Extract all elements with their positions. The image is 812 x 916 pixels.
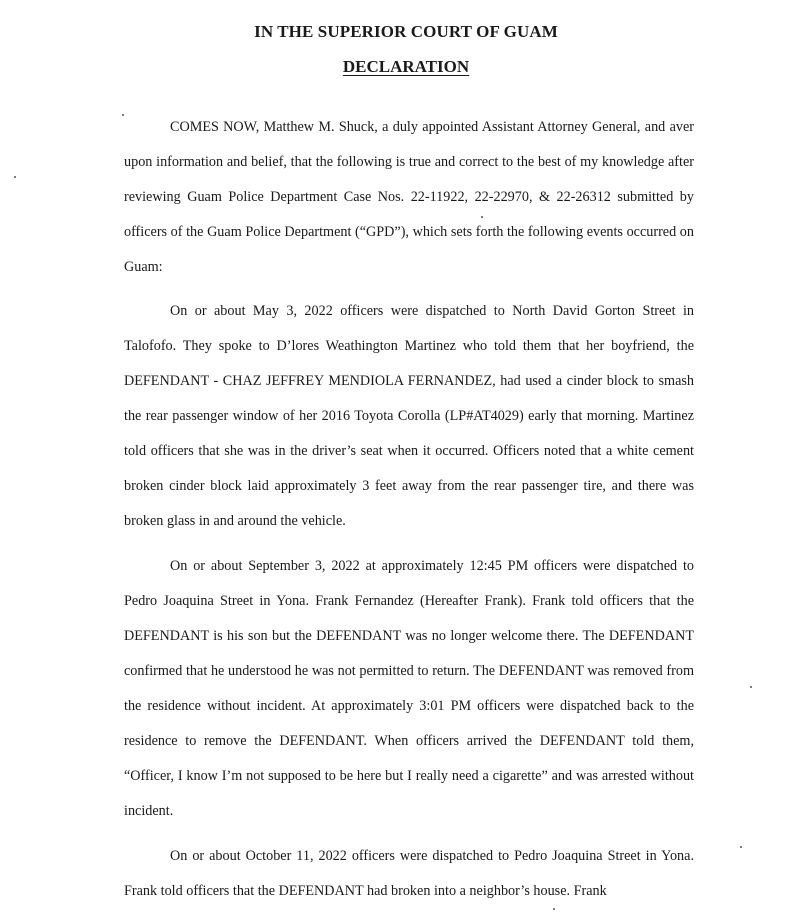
paragraph-text: COMES NOW, Matthew M. Shuck, a duly appointed Assistant Attorney General, and aver upon information and belief, that the following is true and correct to the best of my knowledge after reviewing Guam Police Department Case Nos. 22-11922, 22-22970, & 22-26312 submitted by officers of the Guam Police Department (“GPD”), which sets forth the following events occurred on Guam: — [124, 119, 694, 275]
paragraph-text: On or about October 11, 2022 officers were dispatched to Pedro Joaquina Street in Yona. Frank told officers that the DEFENDANT had broken into a neighbor’s house. Frank — [124, 848, 694, 899]
paragraph-may-incident — [124, 294, 694, 539]
paragraph-september-incident — [124, 549, 694, 829]
scan-speck — [750, 686, 752, 688]
declaration-title: DECLARATION — [342, 57, 470, 76]
paragraph-text: On or about May 3, 2022 officers were dispatched to North David Gorton Street in Talofofo. They spoke to D’lores Weathington Martinez who told them that her boyfriend, the DEFENDANT - CHAZ JEFFREY MENDIOLA FERNANDEZ, had used a cinder block to smash the rear passenger window of her 2016 Toyota Corolla (LP#AT4029) early that morning. Martinez told officers that she was in the driver’s seat when it occurred. Officers noted that a white cement broken cinder block laid approximately 3 feet away from the rear passenger tire, and there was broken glass in and around the vehicle. — [124, 303, 694, 529]
paragraph-october-incident — [124, 839, 694, 909]
paragraph-text: On or about September 3, 2022 at approximately 12:45 PM officers were dispatched to Pedro Joaquina Street in Yona. Frank Fernandez (Hereafter Frank). Frank told officers that the DEFENDANT is his son but the DEFENDANT was no longer welcome there. The DEFENDANT confirmed that he understood he was not permitted to return. The DEFENDANT was removed from the residence without incident. At approximately 3:01 PM officers were dispatched back to the residence to remove the DEFENDANT. When officers arrived the DEFENDANT told them, “Officer, I know I’m not supposed to be here but I really need a cigarette” and was arrested without incident. — [124, 558, 694, 819]
scan-speck — [553, 908, 555, 910]
scan-speck — [122, 114, 124, 116]
scan-speck — [14, 176, 16, 178]
scan-speck — [740, 846, 742, 848]
paragraph-intro — [124, 110, 694, 285]
court-heading: IN THE SUPERIOR COURT OF GUAM — [254, 22, 558, 41]
scan-speck — [481, 216, 483, 218]
